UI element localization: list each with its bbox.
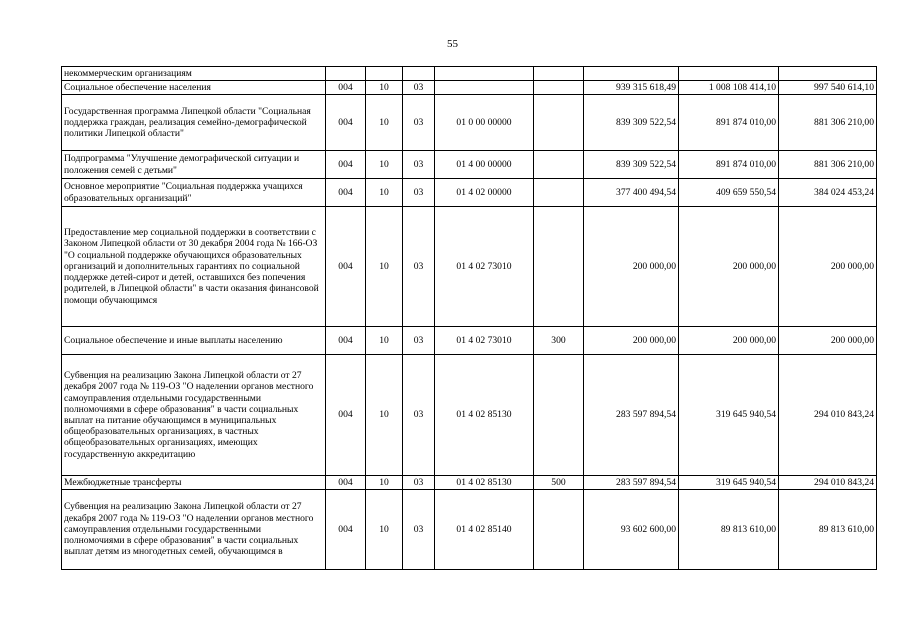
amount-year3-cell: 200 000,00 [779,327,877,355]
ministry-code-cell: 004 [326,95,366,151]
ministry-code-cell: 004 [326,355,366,476]
amount-year1-cell: 93 602 600,00 [584,490,679,570]
subsection-code-cell: 03 [403,355,435,476]
amount-year3-cell [779,67,877,81]
subsection-code-cell: 03 [403,151,435,179]
amount-year3-cell: 881 306 210,00 [779,151,877,179]
amount-year1-cell: 377 400 494,54 [584,179,679,207]
subsection-code-cell: 03 [403,179,435,207]
target-article-cell [435,81,534,95]
ministry-code-cell: 004 [326,476,366,490]
ministry-code-cell [326,67,366,81]
row-name-cell: Субвенция на реализацию Закона Липецкой области от 27 декабря 2007 года № 119-ОЗ "О наделении органов местного самоуправления отдельными государственными полномочиями в сфере образования" в части социальных выплат детям из многодетных семей, обучающимся в [62,490,326,570]
row-name-cell: Основное мероприятие "Социальная поддержка учащихся образовательных организаций" [62,179,326,207]
table-row [62,355,877,476]
target-article-cell: 01 4 02 85130 [435,355,534,476]
subsection-code-cell [403,67,435,81]
expense-type-cell: 500 [534,476,584,490]
row-name-cell: Государственная программа Липецкой области "Социальная поддержка граждан, реализация семейно-демографической политики Липецкой области" [62,95,326,151]
amount-year2-cell: 891 874 010,00 [679,151,779,179]
subsection-code-cell: 03 [403,327,435,355]
table-row [62,81,877,95]
table-row [62,476,877,490]
expense-type-cell [534,81,584,95]
table-row [62,151,877,179]
target-article-cell: 01 4 02 73010 [435,207,534,327]
expense-type-cell [534,67,584,81]
amount-year1-cell [584,67,679,81]
amount-year3-cell: 881 306 210,00 [779,95,877,151]
amount-year2-cell [679,67,779,81]
amount-year3-cell: 200 000,00 [779,207,877,327]
amount-year3-cell: 294 010 843,24 [779,355,877,476]
target-article-cell: 01 4 00 00000 [435,151,534,179]
row-name-cell: Социальное обеспечение и иные выплаты населению [62,327,326,355]
amount-year2-cell: 200 000,00 [679,207,779,327]
expense-type-cell [534,490,584,570]
expense-type-cell [534,179,584,207]
row-name-cell: Предоставление мер социальной поддержки в соответствии с Законом Липецкой области от 30 декабря 2004 года № 166-ОЗ "О социальной поддержке обучающихся образовательных организаций и дополнительных гарантиях по социальной поддержке детей-сирот и детей, оставшихся без попечения родителей, в Липецкой области" в части оказания финансовой помощи обучающимся [62,207,326,327]
target-article-cell [435,67,534,81]
target-article-cell: 01 4 02 00000 [435,179,534,207]
amount-year3-cell: 89 813 610,00 [779,490,877,570]
amount-year2-cell: 1 008 108 414,10 [679,81,779,95]
target-article-cell: 01 4 02 85140 [435,490,534,570]
target-article-cell: 01 4 02 73010 [435,327,534,355]
table-row [62,490,877,570]
amount-year1-cell: 283 597 894,54 [584,355,679,476]
subsection-code-cell: 03 [403,95,435,151]
amount-year2-cell: 319 645 940,54 [679,476,779,490]
table-row [62,179,877,207]
amount-year3-cell: 294 010 843,24 [779,476,877,490]
ministry-code-cell: 004 [326,151,366,179]
amount-year1-cell: 839 309 522,54 [584,151,679,179]
amount-year2-cell: 409 659 550,54 [679,179,779,207]
section-code-cell [366,67,403,81]
ministry-code-cell: 004 [326,207,366,327]
amount-year2-cell: 319 645 940,54 [679,355,779,476]
section-code-cell: 10 [366,490,403,570]
amount-year2-cell: 89 813 610,00 [679,490,779,570]
amount-year1-cell: 200 000,00 [584,327,679,355]
section-code-cell: 10 [366,151,403,179]
expense-type-cell [534,355,584,476]
subsection-code-cell: 03 [403,81,435,95]
amount-year2-cell: 891 874 010,00 [679,95,779,151]
expense-type-cell [534,151,584,179]
row-name-cell: Субвенция на реализацию Закона Липецкой области от 27 декабря 2007 года № 119-ОЗ "О наделении органов местного самоуправления отдельными государственными полномочиями в сфере образования" в части социальных выплат на питание обучающимся в муниципальных общеобразовательных организациях, в частных общеобразовательных организациях, имеющих государственную аккредитацию [62,355,326,476]
ministry-code-cell: 004 [326,179,366,207]
expense-type-cell [534,95,584,151]
section-code-cell: 10 [366,207,403,327]
amount-year1-cell: 839 309 522,54 [584,95,679,151]
row-name-cell: Подпрограмма "Улучшение демографической ситуации и положения семей с детьми" [62,151,326,179]
row-name-cell: некоммерческим организациям [62,67,326,81]
row-name-cell: Социальное обеспечение населения [62,81,326,95]
amount-year1-cell: 283 597 894,54 [584,476,679,490]
subsection-code-cell: 03 [403,207,435,327]
target-article-cell: 01 4 02 85130 [435,476,534,490]
amount-year3-cell: 384 024 453,24 [779,179,877,207]
amount-year2-cell: 200 000,00 [679,327,779,355]
expense-type-cell: 300 [534,327,584,355]
subsection-code-cell: 03 [403,476,435,490]
table-row [62,95,877,151]
page-number: 55 [447,38,458,50]
subsection-code-cell: 03 [403,490,435,570]
ministry-code-cell: 004 [326,327,366,355]
section-code-cell: 10 [366,476,403,490]
section-code-cell: 10 [366,355,403,476]
amount-year1-cell: 939 315 618,49 [584,81,679,95]
table-row [62,67,877,81]
target-article-cell: 01 0 00 00000 [435,95,534,151]
section-code-cell: 10 [366,81,403,95]
table-row [62,207,877,327]
amount-year3-cell: 997 540 614,10 [779,81,877,95]
ministry-code-cell: 004 [326,81,366,95]
section-code-cell: 10 [366,95,403,151]
expense-type-cell [534,207,584,327]
section-code-cell: 10 [366,179,403,207]
amount-year1-cell: 200 000,00 [584,207,679,327]
section-code-cell: 10 [366,327,403,355]
ministry-code-cell: 004 [326,490,366,570]
budget-table [61,66,877,570]
row-name-cell: Межбюджетные трансферты [62,476,326,490]
table-row [62,327,877,355]
